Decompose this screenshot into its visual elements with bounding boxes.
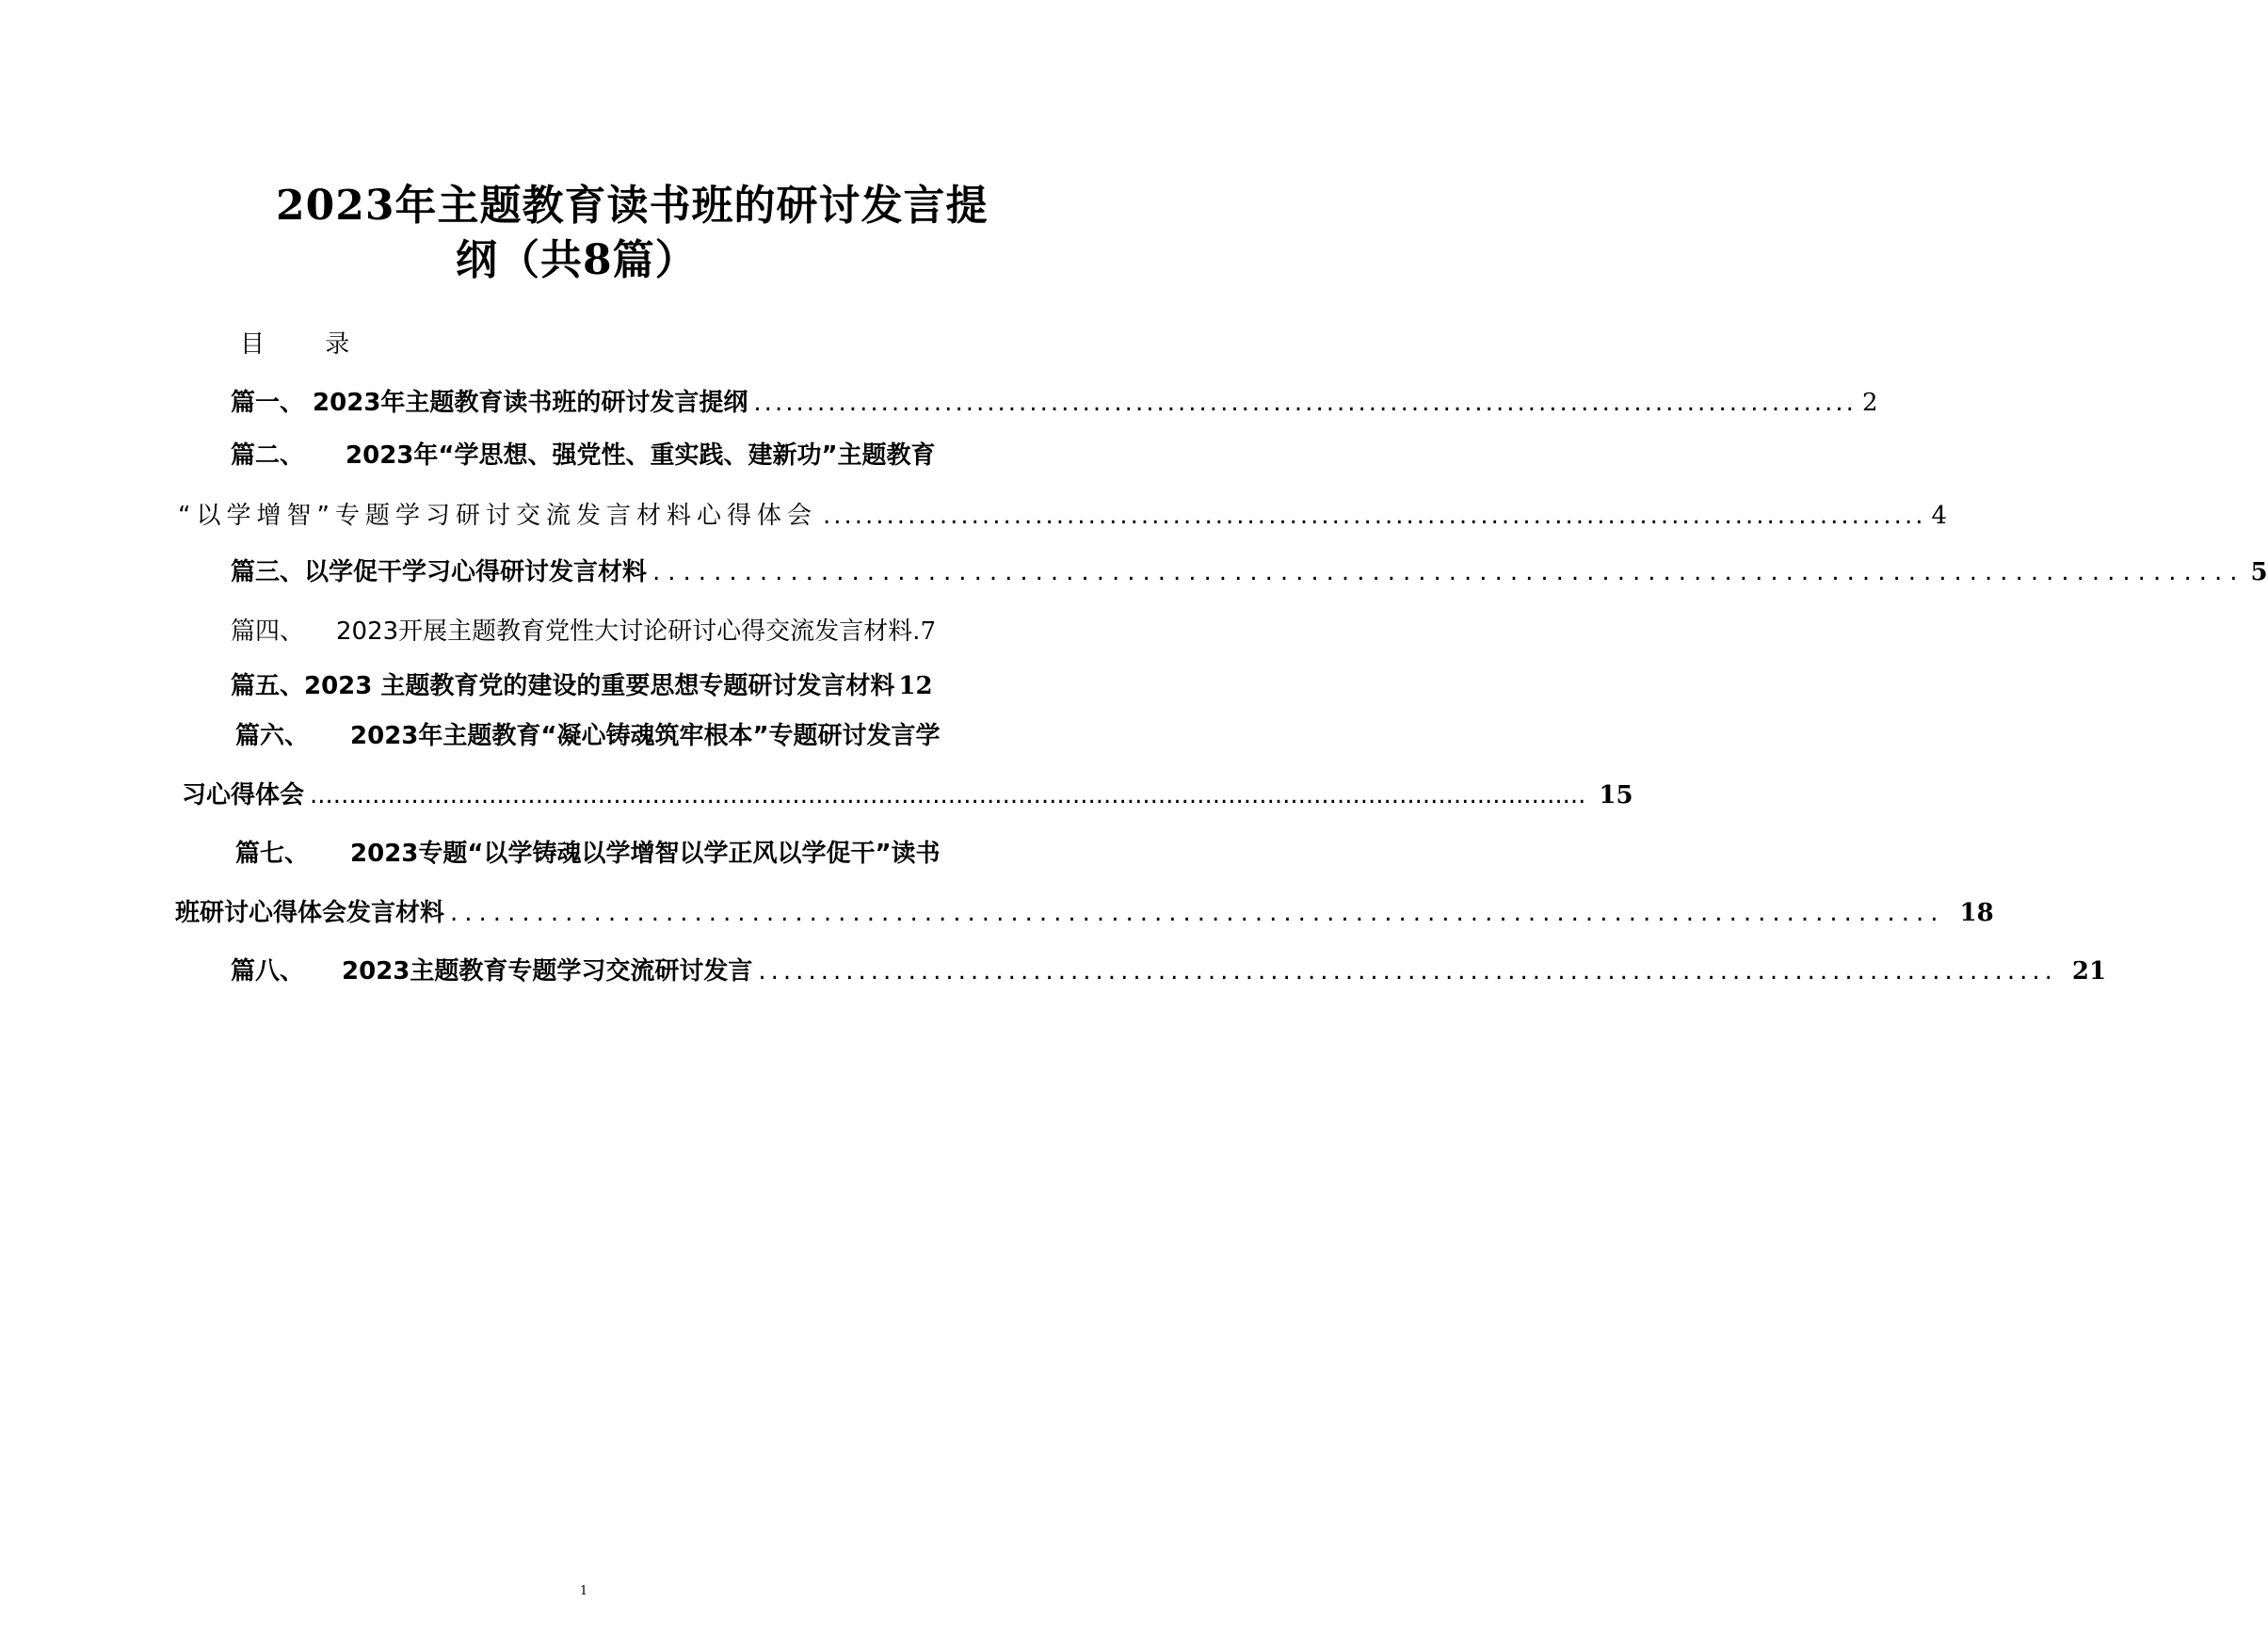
toc-entry-6-line-2[interactable]: [182, 778, 1633, 812]
toc-entry-3-page: 5: [2250, 558, 2268, 586]
toc-entry-7-title-line-2: 班研讨心得体会发言材料: [175, 899, 445, 927]
document-title-line-2: 纲（共8篇）: [456, 236, 698, 284]
toc-entry-7-line-1[interactable]: [235, 837, 989, 871]
toc-entry-5-label: 篇五、2023 主题教育党的建设的重要思想专题研讨发言材料: [231, 672, 895, 700]
toc-entry-1[interactable]: [231, 386, 1878, 420]
toc-entry-8-prefix: 篇八、: [231, 957, 305, 986]
toc-entry-6-title-line-2: 习心得体会: [182, 781, 305, 809]
toc-entry-2-title-line-1: 2023年“学思想、强党性、重实践、建新功”主题教育: [346, 441, 936, 470]
toc-entry-2-line-2[interactable]: [178, 499, 1948, 533]
toc-entry-6-prefix: 篇六、: [235, 722, 310, 750]
toc-entry-5-page: 12: [898, 672, 933, 700]
toc-entry-3-label: 篇三、以学促干学习心得研讨发言材料: [231, 558, 648, 586]
toc-entry-2-title-line-2: “以学增智”专题学习研讨交流发言材料心得体会: [178, 502, 817, 530]
toc-entry-6-page: 15: [1599, 781, 1633, 809]
toc-leader-dots: ........................................................................................................: [753, 389, 1857, 417]
toc-entry-2-line-1[interactable]: [231, 439, 984, 473]
toc-leader-dots: ........................................................................................................: [822, 502, 1926, 530]
toc-leader-dots: ....................................................................................................................................................................: [310, 781, 1586, 809]
toc-entry-7-line-2[interactable]: [175, 896, 1994, 930]
toc-entry-4-label: 2023开展主题教育党性大讨论研讨心得交流发言材料.: [336, 617, 921, 646]
toc-entry-4-prefix: 篇四、: [231, 617, 305, 646]
toc-entry-7-prefix: 篇七、: [235, 840, 310, 868]
toc-entry-8-page: 21: [2071, 957, 2107, 986]
toc-leader-dots: ........................................................................................................: [758, 957, 2057, 986]
toc-entry-1-label: 篇一、 2023年主题教育读书班的研讨发言提纲: [231, 389, 748, 417]
toc-entry-5[interactable]: [231, 669, 984, 703]
toc-entry-6-title-line-1: 2023年主题教育“凝心铸魂筑牢根本”专题研讨发言学: [350, 722, 941, 750]
toc-entry-7-page: 18: [1959, 899, 1994, 927]
toc-entry-4[interactable]: [231, 615, 984, 649]
toc-entry-3[interactable]: [231, 555, 2268, 589]
toc-entry-7-title-line-1: 2023专题“以学铸魂以学增智以学正风以学促干”读书: [350, 840, 941, 868]
toc-entry-2-prefix: 篇二、: [231, 441, 305, 470]
toc-leader-dots: ........................................................................................................: [450, 899, 1945, 927]
toc-entry-4-page: 7: [920, 617, 936, 646]
toc-entry-1-page: 2: [1861, 389, 1878, 417]
page-number: 1: [579, 1584, 588, 1598]
toc-entry-8-label: 2023主题教育专题学习交流研讨发言: [342, 957, 753, 986]
toc-entry-8[interactable]: [231, 954, 2107, 988]
toc-entry-2-page: 4: [1931, 502, 1948, 530]
toc-entry-6-line-1[interactable]: [235, 719, 989, 753]
toc-leader-dots: ........................................................................................................: [652, 558, 2245, 586]
toc-heading: 目 录: [240, 330, 377, 359]
document-title-line-1: 2023年主题教育读书班的研讨发言提: [276, 182, 989, 230]
